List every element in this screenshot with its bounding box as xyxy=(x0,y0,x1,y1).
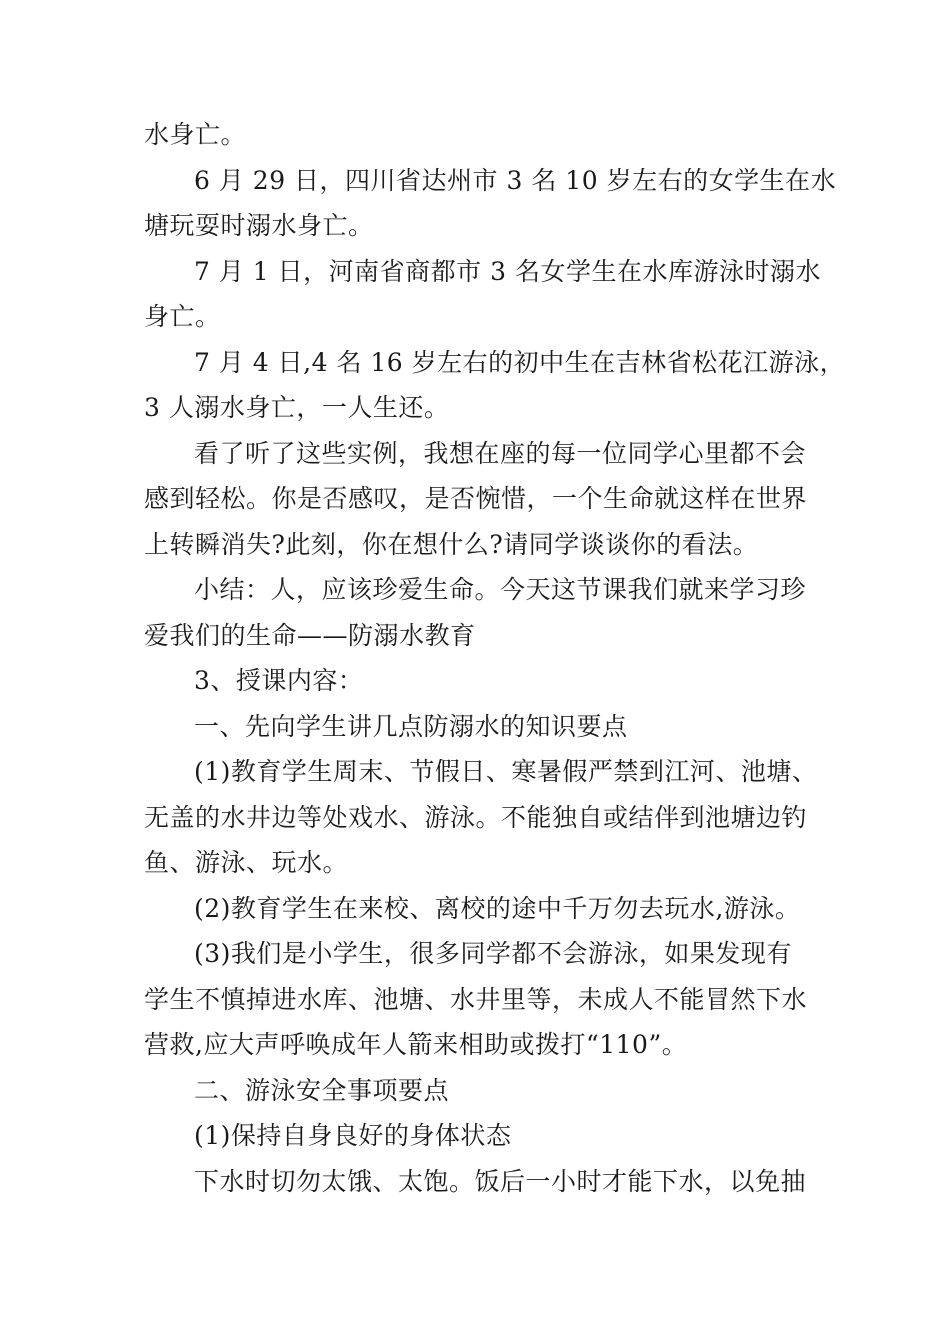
text-line: (1)保持自身良好的身体状态 xyxy=(194,1121,512,1150)
text-line: 6 月 29 日，四川省达州市 3 名 10 岁左右的女学生在水 xyxy=(194,165,837,195)
text-line: 身亡。 xyxy=(144,302,221,331)
text-line: 看了听了这些实例，我想在座的每一位同学心里都不会 xyxy=(194,438,807,468)
text-line: 营救,应大声呼唤成年人箭来相助或拨打“110”。 xyxy=(144,1030,688,1059)
text-line: 7 月 4 日,4 名 16 岁左右的初中生在吉林省松花江游泳， xyxy=(194,347,846,377)
text-line: 3 人溺水身亡，一人生还。 xyxy=(144,393,450,422)
text-line: 塘玩耍时溺水身亡。 xyxy=(144,211,374,240)
text-line: (1)教育学生周末、节假日、寒暑假严禁到江河、池塘、 xyxy=(194,757,818,786)
body-text xyxy=(144,112,846,1204)
text-line: (3)我们是小学生，很多同学都不会游泳，如果发现有 xyxy=(194,939,792,968)
text-line: 7 月 1 日，河南省商都市 3 名女学生在水库游泳时溺水 xyxy=(194,256,821,286)
text-line: (2)教育学生在来校、离校的途中千万勿去玩水,游泳。 xyxy=(194,893,801,923)
section-heading: 一、先向学生讲几点防溺水的知识要点 xyxy=(194,711,628,741)
text-line: 爱我们的生命——防溺水教育 xyxy=(144,620,476,650)
text-line: 水身亡。 xyxy=(144,120,247,149)
text-line: 上转瞬消失?此刻，你在想什么?请同学谈谈你的看法。 xyxy=(144,529,759,559)
text-line: 下水时切勿太饿、太饱。饭后一小时才能下水，以免抽 xyxy=(194,1166,807,1196)
text-line: 鱼、游泳、玩水。 xyxy=(144,848,349,877)
text-line: 小结：人，应该珍爱生命。今天这节课我们就来学习珍 xyxy=(194,575,807,604)
text-line: 学生不慎掉进水库、池塘、水井里等，未成人不能冒然下水 xyxy=(144,984,808,1014)
text-line: 感到轻松。你是否感叹，是否惋惜，一个生命就这样在世界 xyxy=(144,484,808,513)
section-heading: 二、游泳安全事项要点 xyxy=(194,1075,450,1105)
text-line: 无盖的水井边等处戏水、游泳。不能独自或结伴到池塘边钓 xyxy=(144,802,808,832)
section-heading: 3、授课内容： xyxy=(194,666,364,695)
